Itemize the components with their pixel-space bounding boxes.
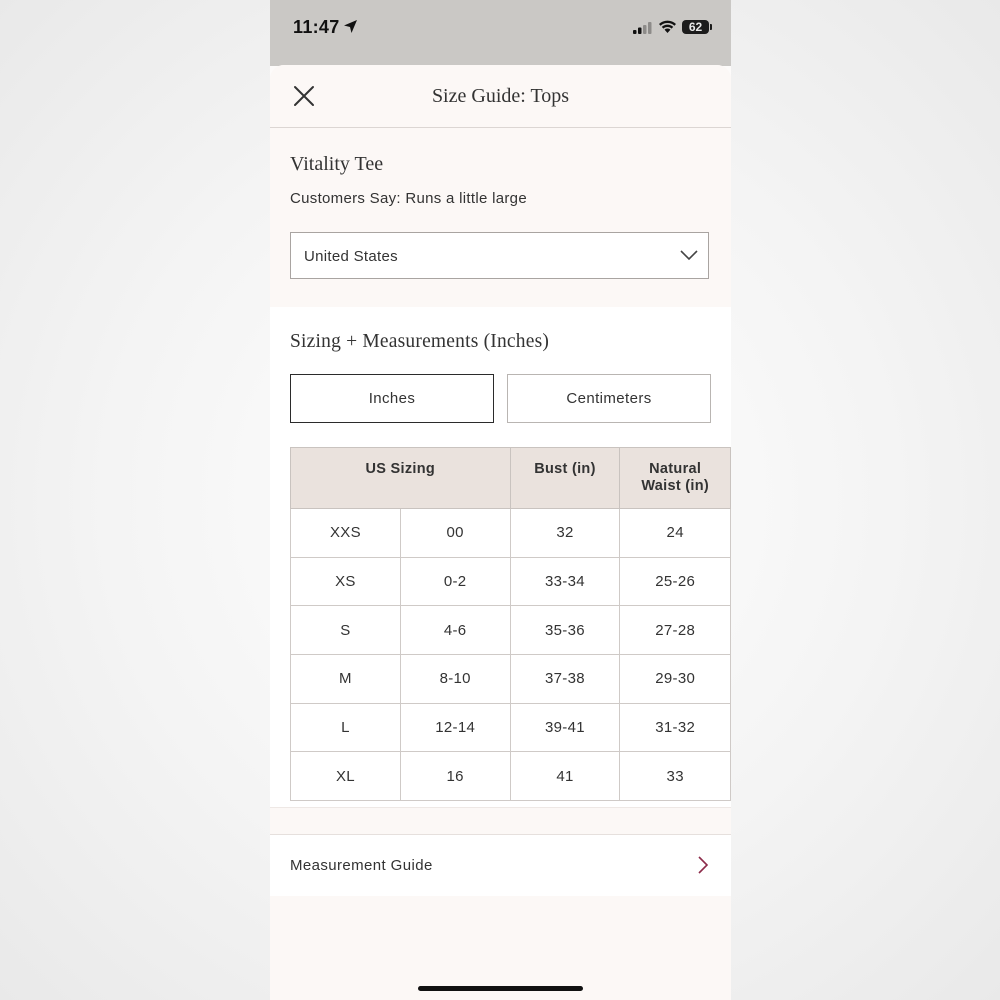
status-bar	[270, 0, 731, 66]
table-row	[291, 703, 731, 752]
number-cell: 16	[400, 752, 510, 801]
country-select-value: United States	[304, 248, 398, 265]
size-cell: XS	[291, 557, 401, 606]
chevron-right-icon	[697, 856, 709, 874]
fit-note: Customers Say: Runs a little large	[290, 190, 527, 207]
waist-cell: 25-26	[620, 557, 731, 606]
table-row	[291, 509, 731, 558]
location-arrow-icon	[343, 19, 358, 34]
size-cell: S	[291, 606, 401, 655]
size-table	[290, 447, 731, 801]
bust-cell: 41	[510, 752, 620, 801]
table-row	[291, 752, 731, 801]
waist-cell: 31-32	[620, 703, 731, 752]
number-cell: 0-2	[400, 557, 510, 606]
bust-cell: 35-36	[510, 606, 620, 655]
number-cell: 8-10	[400, 655, 510, 704]
sizing-title: Sizing + Measurements (Inches)	[290, 331, 550, 352]
page-title: Size Guide: Tops	[431, 85, 570, 107]
size-guide-sheet	[270, 65, 731, 1000]
section-divider	[270, 807, 731, 834]
home-indicator[interactable]	[418, 986, 583, 991]
measurement-guide-label: Measurement Guide	[290, 857, 433, 874]
header-us-sizing: US Sizing	[291, 448, 511, 509]
number-cell: 12-14	[400, 703, 510, 752]
phone-screen	[270, 0, 731, 1000]
inches-button[interactable]: Inches	[290, 374, 494, 423]
size-cell: L	[291, 703, 401, 752]
bust-cell: 33-34	[510, 557, 620, 606]
number-cell: 00	[400, 509, 510, 558]
wifi-icon	[658, 19, 677, 34]
table-row	[291, 655, 731, 704]
table-row	[291, 557, 731, 606]
product-name: Vitality Tee	[290, 153, 384, 175]
chevron-down-icon	[680, 249, 698, 261]
size-cell: M	[291, 655, 401, 704]
sheet-header	[270, 65, 731, 128]
header-bust: Bust (in)	[510, 448, 620, 509]
waist-cell: 29-30	[620, 655, 731, 704]
sizing-section	[270, 307, 731, 807]
waist-cell: 27-28	[620, 606, 731, 655]
waist-cell: 24	[620, 509, 731, 558]
header-natural-waist-label: Natural Waist (in)	[641, 461, 710, 494]
number-cell: 4-6	[400, 606, 510, 655]
measurement-guide-link[interactable]	[270, 834, 731, 897]
cellular-signal-icon	[633, 22, 653, 34]
battery-icon: 62	[682, 20, 709, 34]
sheet-bottom-area	[270, 896, 731, 1000]
table-row	[291, 606, 731, 655]
country-select[interactable]	[290, 232, 709, 279]
bust-cell: 37-38	[510, 655, 620, 704]
waist-cell: 33	[620, 752, 731, 801]
size-cell: XL	[291, 752, 401, 801]
bust-cell: 32	[510, 509, 620, 558]
table-header-row	[291, 448, 731, 509]
product-section	[270, 128, 731, 306]
centimeters-button[interactable]: Centimeters	[507, 374, 711, 423]
status-time: 11:47	[293, 17, 340, 37]
bust-cell: 39-41	[510, 703, 620, 752]
header-natural-waist	[620, 448, 731, 509]
size-cell: XXS	[291, 509, 401, 558]
